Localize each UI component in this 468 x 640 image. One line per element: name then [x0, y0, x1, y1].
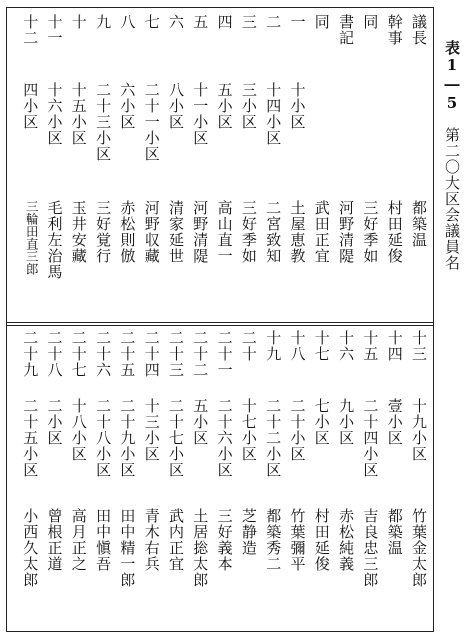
member-name: 河野収藏 — [142, 200, 161, 264]
member-number: 二十六 — [94, 330, 113, 378]
member-number: 二十八 — [45, 330, 64, 378]
member-name: 赤松純義 — [337, 508, 356, 572]
member-ward: 二十小区 — [288, 398, 307, 462]
member-name: 曾根正道 — [45, 508, 64, 572]
member-name: 都築秀二 — [264, 508, 283, 572]
member-number: 幹事 — [385, 14, 404, 46]
member-number: 二 — [264, 14, 283, 30]
member-name: 二宮致知 — [264, 200, 283, 264]
member-name: 村田延俊 — [385, 200, 404, 264]
member-ward: 二十三小区 — [94, 82, 113, 162]
member-name: 高月正之 — [69, 508, 88, 572]
section-divider — [6, 322, 434, 323]
member-name: 玉井安藏 — [69, 200, 88, 264]
member-name: 三好覚行 — [94, 200, 113, 264]
member-ward: 二十六小区 — [215, 398, 234, 478]
member-number: 十二 — [21, 14, 40, 46]
section-divider-inner — [6, 325, 434, 326]
member-ward: 二十九小区 — [118, 398, 137, 478]
table-caption: 第二〇大区会議員名 — [443, 127, 461, 271]
member-ward: 十八小区 — [69, 398, 88, 462]
member-number: 三 — [239, 14, 258, 30]
member-number: 二十二 — [191, 330, 210, 378]
member-name: 赤松則倣 — [118, 200, 137, 264]
member-number: 五 — [191, 14, 210, 30]
member-name: 土居捴太郎 — [191, 508, 210, 588]
member-number: 二十四 — [142, 330, 161, 378]
member-ward: 五小区 — [215, 82, 234, 130]
member-number: 六 — [167, 14, 185, 30]
member-number: 十八 — [288, 330, 307, 362]
member-number: 同 — [361, 14, 380, 30]
member-name: 毛利左治馬 — [45, 200, 64, 280]
member-ward: 二十七小区 — [167, 398, 185, 478]
member-ward: 十小区 — [288, 82, 307, 130]
member-number: 二十九 — [21, 330, 40, 378]
member-name: 芝静造 — [239, 508, 258, 556]
member-ward: 二十五小区 — [21, 398, 40, 478]
member-number: 一 — [288, 14, 307, 30]
member-name: 武田正宜 — [312, 200, 331, 264]
member-number: 十一 — [45, 14, 64, 46]
member-number: 九 — [94, 14, 113, 30]
member-ward: 壹小区 — [385, 398, 404, 446]
member-name: 河野清隄 — [337, 200, 356, 264]
member-ward: 十六小区 — [45, 82, 64, 146]
member-ward: 十五小区 — [69, 82, 88, 146]
member-name: 武内正宜 — [167, 508, 185, 572]
member-ward: 八小区 — [167, 82, 185, 130]
member-ward: 五小区 — [191, 398, 210, 446]
member-ward: 二小区 — [45, 398, 64, 446]
member-name: 小西久太郎 — [21, 508, 40, 588]
member-number: 十四 — [385, 330, 404, 362]
member-number: 十三 — [410, 330, 428, 362]
member-number: 十五 — [361, 330, 380, 362]
member-name: 吉良忠三郎 — [361, 508, 380, 588]
member-name: 竹葉金太郎 — [410, 508, 428, 588]
member-number: 同 — [312, 14, 331, 30]
member-number: 二十三 — [167, 330, 185, 378]
member-number: 二十七 — [69, 330, 88, 378]
member-name: 青木右兵 — [142, 508, 161, 572]
member-name: 清家延世 — [167, 200, 185, 264]
member-name: 三好季如 — [239, 200, 258, 264]
member-ward: 二十一小区 — [142, 82, 161, 162]
member-ward: 二十八小区 — [94, 398, 113, 478]
member-name: 田中精一郎 — [118, 508, 137, 588]
member-name: 竹葉彌平 — [288, 508, 307, 572]
member-number: 十六 — [337, 330, 356, 362]
member-ward: 十七小区 — [239, 398, 258, 462]
member-name: 三好義本 — [215, 508, 234, 572]
member-ward: 十三小区 — [142, 398, 161, 462]
member-name: 土屋恵教 — [288, 200, 307, 264]
member-number: 十七 — [312, 330, 331, 362]
member-name: 都築温 — [410, 200, 428, 248]
member-name: 河野清隄 — [191, 200, 210, 264]
member-number: 書記 — [337, 14, 356, 46]
member-ward: 十四小区 — [264, 82, 283, 146]
table-number: 表1―5 — [443, 40, 461, 113]
member-number: 二十五 — [118, 330, 137, 378]
member-name: 三輪田直三郎 — [24, 200, 40, 275]
member-number: 十九 — [264, 330, 283, 362]
member-ward: 二十二小区 — [264, 398, 283, 478]
member-number: 七 — [142, 14, 161, 30]
member-number: 八 — [118, 14, 137, 30]
member-ward: 四小区 — [21, 82, 40, 130]
member-name: 村田延俊 — [312, 508, 331, 572]
member-name: 都築温 — [385, 508, 404, 556]
member-ward: 三小区 — [239, 82, 258, 130]
table-title — [437, 40, 467, 600]
member-name: 高山直一 — [215, 200, 234, 264]
member-number: 二十一 — [215, 330, 234, 378]
member-name: 三好季如 — [361, 200, 380, 264]
member-number: 四 — [215, 14, 234, 30]
member-ward: 二十四小区 — [361, 398, 380, 478]
member-ward: 十一小区 — [191, 82, 210, 146]
member-number: 二十 — [239, 330, 258, 362]
member-ward: 六小区 — [118, 82, 137, 130]
member-number: 議長 — [410, 14, 428, 46]
member-ward: 十九小区 — [410, 398, 428, 462]
member-name: 田中愼吾 — [94, 508, 113, 572]
member-ward: 七小区 — [312, 398, 331, 446]
member-ward: 九小区 — [337, 398, 356, 446]
member-number: 十 — [69, 14, 88, 30]
